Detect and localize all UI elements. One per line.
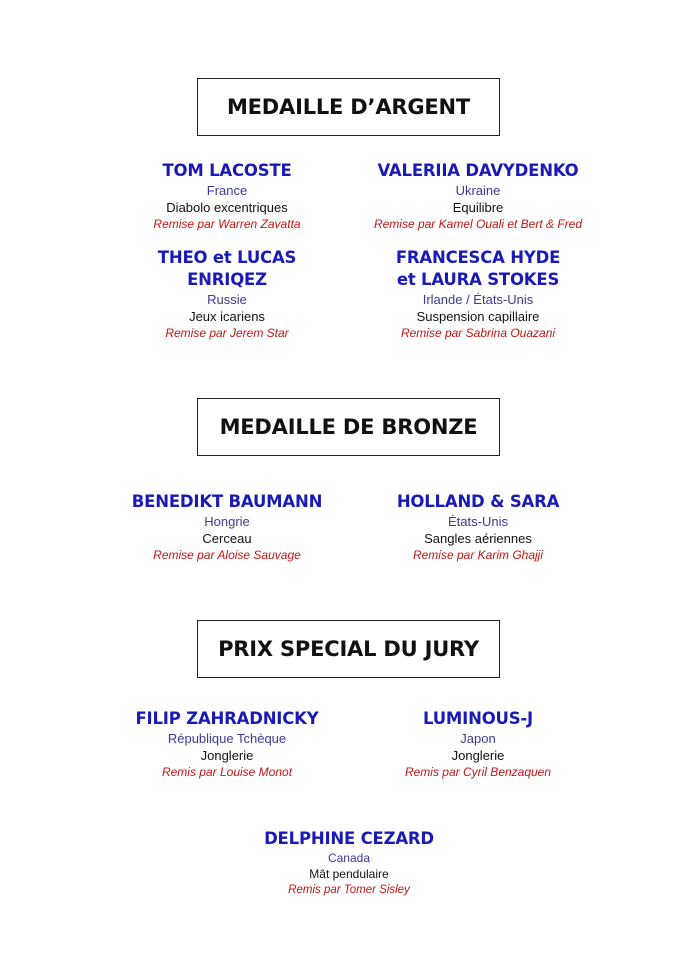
award-country: Ukraine <box>455 183 501 198</box>
award-presenter: Remis par Tomer Sisley <box>288 884 410 896</box>
award-country: Russie <box>207 292 247 307</box>
award-name: et LAURA STOKES <box>396 270 560 289</box>
section-title-bronze: MEDAILLE DE BRONZE <box>197 398 500 456</box>
award-presenter: Remise par Kamel Ouali et Bert & Fred <box>373 217 583 231</box>
award-presenter: Remise par Jerem Star <box>165 326 289 340</box>
award-discipline: Equilibre <box>452 200 504 215</box>
award-discipline: Cerceau <box>202 531 252 546</box>
award-presenter: Remis par Cyril Benzaquen <box>404 765 552 779</box>
section-title-prix-special: PRIX SPECIAL DU JURY <box>197 620 500 678</box>
award-name: HOLLAND & SARA <box>396 492 560 511</box>
award-entry <box>328 708 628 781</box>
award-name: DELPHINE CEZARD <box>264 829 434 848</box>
award-entry <box>328 160 628 233</box>
award-entry <box>328 247 628 342</box>
award-country: Hongrie <box>204 514 250 529</box>
section-title-argent: MEDAILLE D’ARGENT <box>197 78 500 136</box>
award-presenter: Remise par Sabrina Ouazani <box>400 326 556 340</box>
award-discipline: Suspension capillaire <box>416 309 540 324</box>
award-name: VALERIIA DAVYDENKO <box>377 161 579 180</box>
award-discipline: Mât pendulaire <box>309 867 389 881</box>
award-presenter: Remise par Aloise Sauvage <box>153 548 301 562</box>
award-discipline: Jonglerie <box>200 748 254 763</box>
award-entry <box>328 491 628 564</box>
award-presenter: Remise par Warren Zavatta <box>153 217 301 231</box>
award-country: France <box>206 183 248 198</box>
award-discipline: Jeux icariens <box>189 309 265 324</box>
award-name: THEO et LUCAS <box>157 248 297 267</box>
award-name: ENRIQEZ <box>187 270 267 289</box>
award-country: Irlande / États-Unis <box>422 292 534 307</box>
award-name: BENEDIKT BAUMANN <box>131 492 323 511</box>
award-country: Japon <box>460 731 496 746</box>
award-presenter: Remis par Louise Monot <box>161 765 293 779</box>
award-country: États-Unis <box>448 514 508 529</box>
award-entry <box>199 828 499 898</box>
award-discipline: Diabolo excentriques <box>166 200 288 215</box>
award-name: LUMINOUS-J <box>423 709 533 728</box>
award-discipline: Sangles aériennes <box>424 531 532 546</box>
award-country: République Tchèque <box>167 731 287 746</box>
award-name: TOM LACOSTE <box>162 161 292 180</box>
award-country: Canada <box>327 851 371 865</box>
award-discipline: Jonglerie <box>451 748 505 763</box>
award-name: FRANCESCA HYDE <box>395 248 561 267</box>
award-presenter: Remise par Karim Ghajji <box>412 548 544 562</box>
award-name: FILIP ZAHRADNICKY <box>135 709 319 728</box>
